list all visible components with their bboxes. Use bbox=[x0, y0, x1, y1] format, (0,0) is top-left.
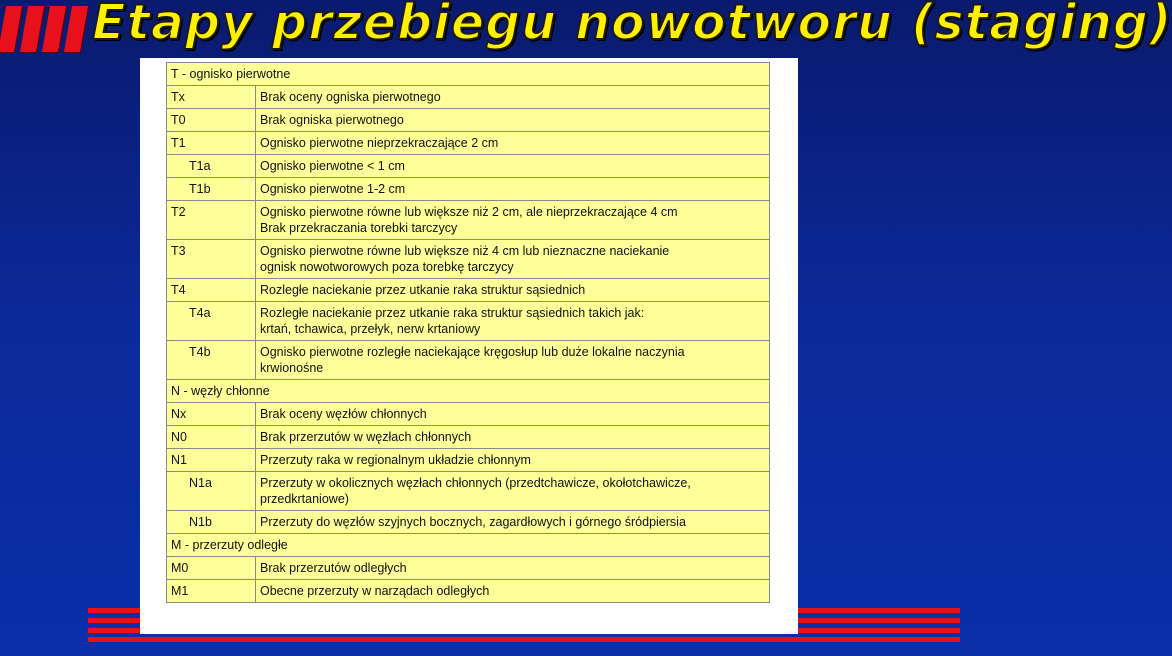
table-panel bbox=[140, 58, 798, 634]
table-row bbox=[167, 449, 770, 472]
stage-code: Tx bbox=[167, 86, 256, 109]
stage-description: Przerzuty w okolicznych węzłach chłonnych (przedtchawicze, okołotchawicze, przedkrtaniowe) bbox=[256, 472, 770, 511]
stage-description: Ognisko pierwotne 1-2 cm bbox=[256, 178, 770, 201]
staging-table bbox=[166, 62, 770, 603]
stage-description: Brak przerzutów odległych bbox=[256, 557, 770, 580]
table-row bbox=[167, 472, 770, 511]
section-label: T - ognisko pierwotne bbox=[167, 63, 770, 86]
table-row bbox=[167, 178, 770, 201]
stage-code: T2 bbox=[167, 201, 256, 240]
stage-code: M1 bbox=[167, 580, 256, 603]
stage-description: Rozległe naciekanie przez utkanie raka struktur sąsiednich bbox=[256, 279, 770, 302]
stage-code: N0 bbox=[167, 426, 256, 449]
section-label: N - węzły chłonne bbox=[167, 380, 770, 403]
stage-description: Brak ogniska pierwotnego bbox=[256, 109, 770, 132]
table-row bbox=[167, 580, 770, 603]
stripe bbox=[64, 6, 88, 52]
stage-description: Rozległe naciekanie przez utkanie raka struktur sąsiednich takich jak: krtań, tchawica, przełyk, nerw krtaniowy bbox=[256, 302, 770, 341]
table-row bbox=[167, 302, 770, 341]
table-row bbox=[167, 557, 770, 580]
stage-description: Przerzuty raka w regionalnym układzie chłonnym bbox=[256, 449, 770, 472]
stage-code: T1b bbox=[167, 178, 256, 201]
stage-code: T4a bbox=[167, 302, 256, 341]
stage-code: Nx bbox=[167, 403, 256, 426]
stage-code: N1a bbox=[167, 472, 256, 511]
stage-description: Przerzuty do węzłów szyjnych bocznych, zagardłowych i górnego śródpiersia bbox=[256, 511, 770, 534]
stage-description: Ognisko pierwotne nieprzekraczające 2 cm bbox=[256, 132, 770, 155]
table-row bbox=[167, 279, 770, 302]
table-row bbox=[167, 201, 770, 240]
stage-description: Ognisko pierwotne równe lub większe niż 2 cm, ale nieprzekraczające 4 cm Brak przekraczania torebki tarczycy bbox=[256, 201, 770, 240]
table-row bbox=[167, 426, 770, 449]
table-row bbox=[167, 240, 770, 279]
stage-code: T4 bbox=[167, 279, 256, 302]
table-section-header bbox=[167, 380, 770, 403]
table-row bbox=[167, 155, 770, 178]
table-row bbox=[167, 86, 770, 109]
stage-code: N1 bbox=[167, 449, 256, 472]
stage-description: Ognisko pierwotne < 1 cm bbox=[256, 155, 770, 178]
table-section-header bbox=[167, 534, 770, 557]
stage-code: T3 bbox=[167, 240, 256, 279]
section-label: M - przerzuty odległe bbox=[167, 534, 770, 557]
stage-description: Ognisko pierwotne równe lub większe niż 4 cm lub nieznaczne naciekanie ognisk nowotworowych poza torebkę tarczycy bbox=[256, 240, 770, 279]
stage-code: N1b bbox=[167, 511, 256, 534]
slide-title: Etapy przebiegu nowotworu (staging) bbox=[92, 0, 1172, 51]
stripe bbox=[42, 6, 66, 52]
table-section-header bbox=[167, 63, 770, 86]
table-row bbox=[167, 511, 770, 534]
stage-code: T1a bbox=[167, 155, 256, 178]
stage-description: Brak przerzutów w węzłach chłonnych bbox=[256, 426, 770, 449]
table-row bbox=[167, 132, 770, 155]
stage-code: T4b bbox=[167, 341, 256, 380]
stage-description: Brak oceny ogniska pierwotnego bbox=[256, 86, 770, 109]
stripe bbox=[0, 6, 22, 52]
stripe bbox=[88, 637, 960, 642]
title-stripes-decoration bbox=[0, 6, 100, 52]
stage-description: Brak oceny węzłów chłonnych bbox=[256, 403, 770, 426]
stage-code: T1 bbox=[167, 132, 256, 155]
stage-code: T0 bbox=[167, 109, 256, 132]
stage-description: Obecne przerzuty w narządach odległych bbox=[256, 580, 770, 603]
table-row bbox=[167, 109, 770, 132]
stage-description: Ognisko pierwotne rozległe naciekające kręgosłup lub duże lokalne naczynia krwionośne bbox=[256, 341, 770, 380]
table-row bbox=[167, 341, 770, 380]
table-row bbox=[167, 403, 770, 426]
stripe bbox=[20, 6, 44, 52]
stage-code: M0 bbox=[167, 557, 256, 580]
staging-table-body bbox=[167, 63, 770, 603]
